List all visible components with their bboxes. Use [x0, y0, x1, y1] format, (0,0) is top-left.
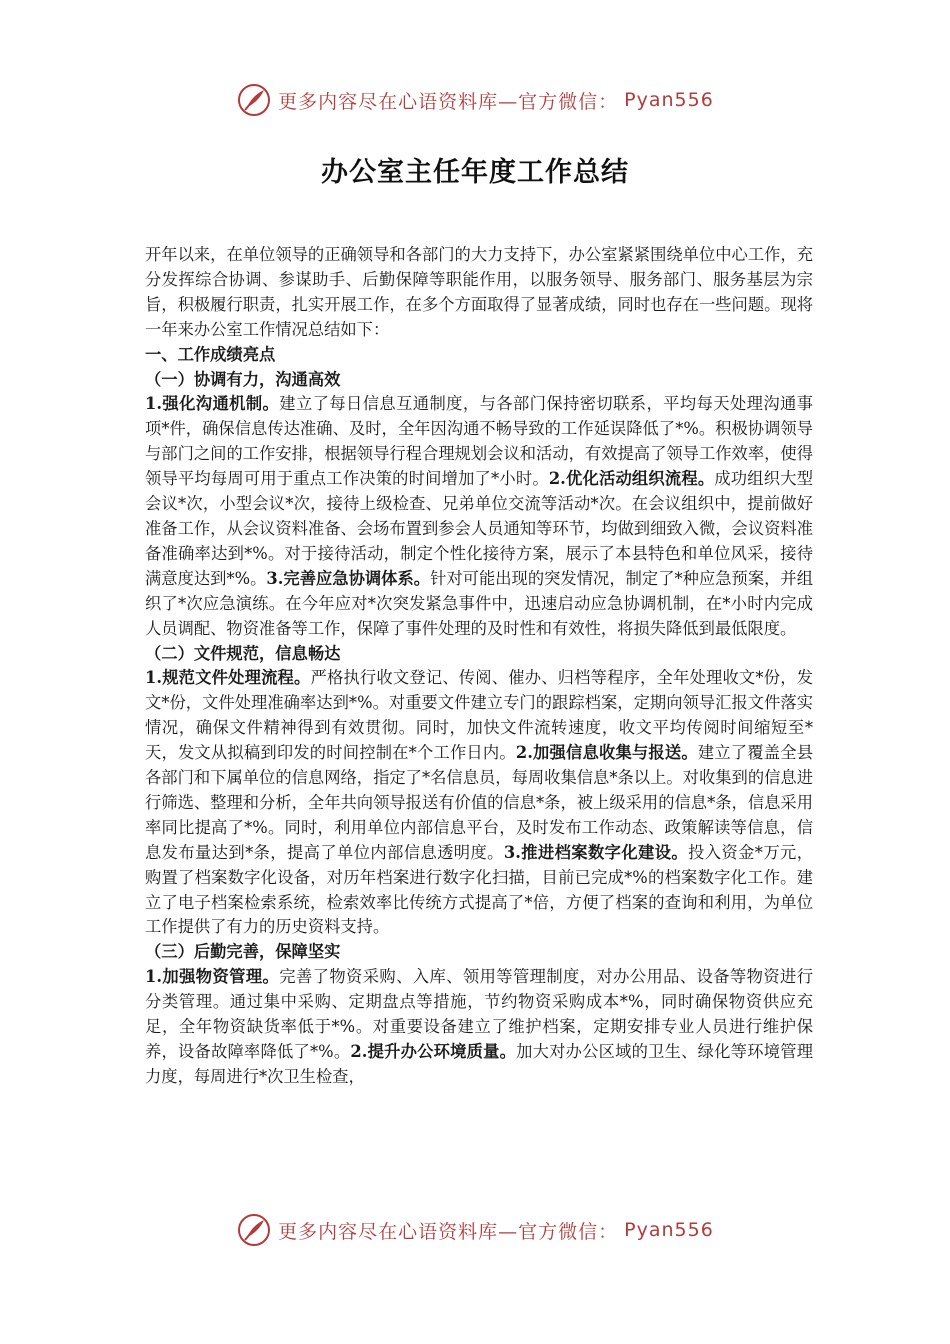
quill-logo-icon — [236, 82, 272, 118]
subsection-heading-3: （三）后勤完善，保障坚实 — [145, 942, 341, 962]
section-heading-1: 一、工作成绩亮点 — [145, 344, 276, 364]
item-text: 成功组织大型会议*次，小型会议*次，接待上级检查、兄弟单位交流等活动*次。在会议组织中，提前做好准备工作，从会议资料准备、会场布置到参会人员通知等环节，均做到细致入微，会议资料准备准确率达到*%。对于接待活动，制定个性化接待方案，展示了本县特色和单位风采，接待满意度达到*%。 — [145, 469, 813, 588]
item-title: 2.加强信息收集与报送。 — [515, 743, 698, 763]
subsection-3-paragraph — [145, 965, 813, 1090]
item-title: 3.推进档案数字化建设。 — [503, 842, 689, 862]
item-text: 建立了每日信息互通制度，与各部门保持密切联系，平均每天处理沟通事项*件，确保信息传达准确、及时，全年因沟通不畅导致的工作延误降低了*%。积极协调领导与部门之间的工作安排，根据领导行程合理规划会议和活动，有效提高了领导工作效率，使得领导平均每周可用于重点工作决策的时间增加了*小时。 — [145, 394, 813, 489]
watermark-top — [0, 82, 950, 118]
intro-paragraph: 开年以来，在单位领导的正确领导和各部门的大力支持下，办公室紧紧围绕单位中心工作，充分发挥综合协调、参谋助手、后勤保障等职能作用，以服务领导、服务部门、服务基层为宗旨，积极履行职责，扎实开展工作，在多个方面取得了显著成绩，同时也存在一些问题。现将一年来办公室工作情况总结如下： — [145, 245, 813, 339]
item-title: 2.优化活动组织流程。 — [548, 469, 715, 489]
item-title: 1.强化沟通机制。 — [145, 394, 280, 414]
item-text: 完善了物资采购、入库、领用等管理制度，对办公用品、设备等物资进行分类管理。通过集中采购、定期盘点等措施，节约物资采购成本*%，同时确保物资供应充足，全年物资缺货率低于*%。对重要设备建立了维护档案，定期安排专业人员进行维护保养，设备故障率降低了*%。 — [145, 967, 813, 1061]
item-title: 2.提升办公环境质量。 — [350, 1042, 517, 1061]
item-text: 建立了覆盖全县各部门和下属单位的信息网络，指定了*名信息员，每周收集信息*条以上。对收集到的信息进行筛选、整理和分析，全年共向领导报送有价值的信息*条，被上级采用的信息*条，信息采用率同比提高了*%。同时，利用单位内部信息平台，及时发布工作动态、政策解读等信息，信息发布量达到*条，提高了单位内部信息透明度。 — [145, 743, 813, 862]
document-body — [145, 243, 813, 1090]
item-text: 严格执行收文登记、传阅、催办、归档等程序，全年处理收文*份，发文*份，文件处理准确率达到*%。对重要文件建立专门的跟踪档案，定期向领导汇报文件落实情况，确保文件精神得到有效贯彻。同时，加快文件流转速度，收文平均传阅时间缩短至*天，发文从拟稿到印发的时间控制在*个工作日内。 — [145, 668, 813, 763]
subsection-heading-2: （二）文件规范，信息畅达 — [145, 643, 341, 663]
document-title: 办公室主任年度工作总结 — [321, 157, 629, 188]
quill-logo-icon — [236, 1212, 272, 1248]
watermark-text: 更多内容尽在心语资料库—官方微信： — [278, 90, 619, 113]
subsection-2-paragraph — [145, 666, 813, 940]
item-title: 1.规范文件处理流程。 — [145, 668, 311, 688]
subsection-heading-1: （一）协调有力，沟通高效 — [145, 369, 341, 389]
item-title: 3.完善应急协调体系。 — [266, 568, 431, 588]
item-text: 加大对办公区域的卫生、绿化等环境管理力度，每周进行*次卫生检查， — [145, 1042, 813, 1086]
subsection-1-paragraph — [145, 392, 813, 641]
watermark-wechat-id: Pyan556 — [624, 1219, 714, 1241]
watermark-text: 更多内容尽在心语资料库—官方微信： — [278, 1220, 619, 1243]
item-text: 针对可能出现的突发情况，制定了*种应急预案，并组织了*次应急演练。在今年应对*次突发紧急事件中，迅速启动应急协调机制，在*小时内完成人员调配、物资准备等工作，保障了事件处理的及时性和有效性，将损失降低到最低限度。 — [145, 568, 813, 638]
watermark-bottom — [0, 1212, 950, 1248]
item-text: 投入资金*万元，购置了档案数字化设备，对历年档案进行数字化扫描，目前已完成*%的档案数字化工作。建立了电子档案检索系统，检索效率比传统方式提高了*倍，方便了档案的查询和利用，为单位工作提供了有力的历史资料支持。 — [145, 842, 813, 937]
watermark-wechat-id: Pyan556 — [624, 89, 714, 111]
item-title: 1.加强物资管理。 — [145, 967, 280, 987]
